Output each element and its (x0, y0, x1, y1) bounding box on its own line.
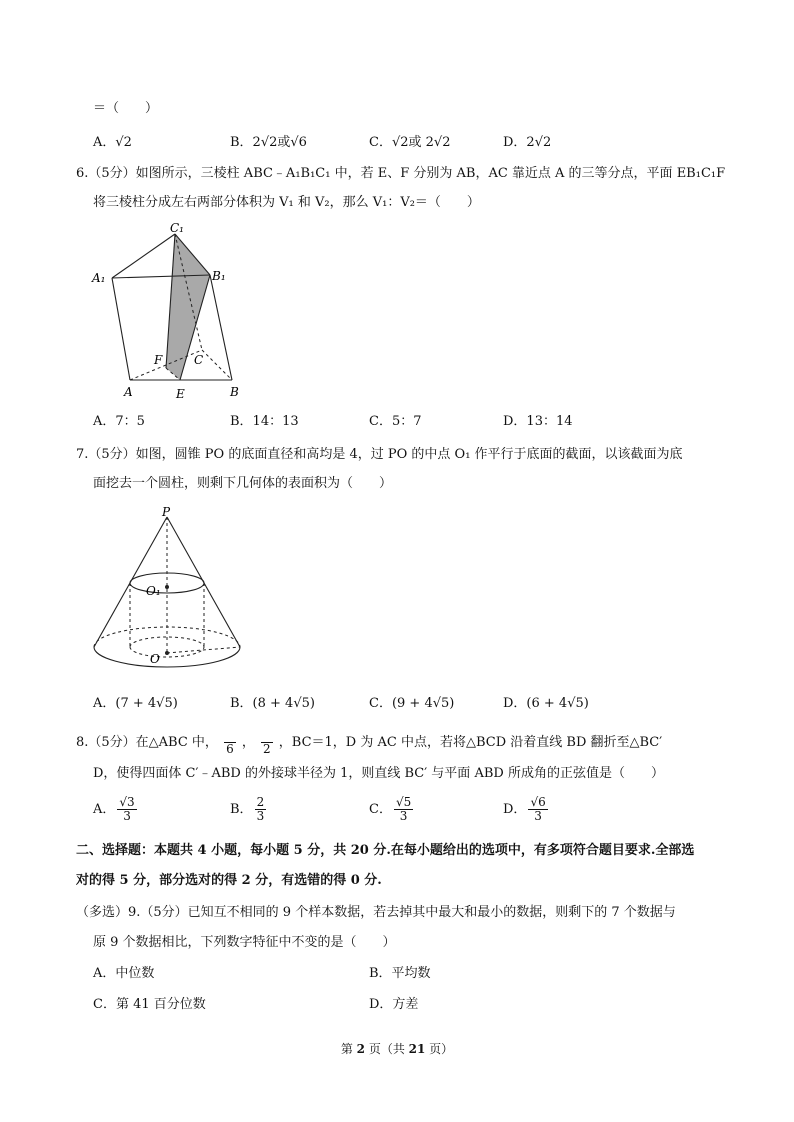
cone-figure (88, 505, 258, 685)
q8-option-b-numerator: 2 (256, 795, 265, 809)
label-f: F (154, 353, 163, 367)
footer-page-number: 2 (356, 1042, 365, 1056)
label-o1: O₁ (146, 584, 161, 598)
page-footer (0, 1040, 794, 1057)
q8-fraction-2-denominator: 2 (263, 742, 271, 756)
label-p: P (162, 505, 171, 519)
q8-option-b-denominator: 3 (256, 809, 265, 823)
q8-option-a-numerator: √3 (119, 795, 135, 809)
section2-heading-line1: 二、选择题：本题共 4 小题，每小题 5 分，共 20 分.在每小题给出的选项中，有多项符合题目要求.全部选 (76, 843, 695, 858)
q7-option-a: A．(7 + 4√5) (93, 696, 178, 711)
q8-fraction-1 (224, 729, 236, 756)
q9-option-c: C．第 41 百分位数 (93, 997, 206, 1012)
q8-fraction-2-numerator (261, 729, 273, 743)
q7-stem-line1: 7.（5分）如图，圆锥 PO 的底面直径和高均是 4，过 PO 的中点 O₁ 作平行于底面的截面，以该截面为底 (76, 447, 683, 462)
q8-stem-part-b: ， (241, 735, 255, 750)
q7-stem-line2: 面挖去一个圆柱，则剩下几何体的表面积为（ ） (93, 476, 393, 491)
q8-option-d-numerator: √6 (530, 795, 546, 809)
q5-option-d: D．2√2 (503, 135, 552, 150)
q8-option-d-fraction (528, 796, 547, 823)
q8-option-a-denominator: 3 (123, 809, 131, 823)
section2-heading-line2: 对的得 5 分，部分选对的得 2 分，有选错的得 0 分. (76, 873, 382, 888)
q5-stem-tail: ＝（ ） (93, 101, 159, 116)
footer-middle: 页（共 (365, 1042, 409, 1056)
label-e: E (176, 387, 185, 401)
label-c1: C₁ (170, 222, 184, 235)
q8-fraction-1-numerator (224, 729, 236, 743)
q6-option-b: B．14：13 (230, 414, 299, 429)
label-a1: A₁ (92, 271, 106, 285)
q8-option-d-letter: D． (503, 802, 527, 817)
q7-option-d: D．(6 + 4√5) (503, 696, 589, 711)
q5-option-a: A．√2 (93, 135, 132, 150)
q6-option-c: C．5：7 (369, 414, 422, 429)
label-a: A (124, 385, 133, 399)
label-o: O (150, 652, 160, 666)
q8-stem-part-a: 8.（5分）在△ABC 中， (76, 735, 218, 750)
q5-option-c: C．√2或 2√2 (369, 135, 451, 150)
q7-option-c: C．(9 + 4√5) (369, 696, 455, 711)
point-o (165, 651, 169, 655)
q8-stem-part-c: ，BC＝1，D 为 AC 中点，若将△BCD 沿着直线 BD 翻折至△BC′ (278, 735, 663, 750)
q6-stem-line1: 6.（5分）如图所示，三棱柱 ABC﹣A₁B₁C₁ 中，若 E、F 分别为 AB，AC 靠近点 A 的三等分点，平面 EB₁C₁F (76, 166, 726, 181)
q8-option-a-letter: A． (93, 802, 116, 817)
q8-fraction-2 (261, 729, 273, 756)
q8-stem-line1 (76, 729, 662, 756)
q8-option-a (93, 796, 139, 823)
q9-option-d: D．方差 (369, 997, 419, 1012)
q8-option-c (369, 796, 415, 823)
prism-figure (88, 222, 258, 402)
q8-option-c-numerator: √5 (395, 795, 412, 809)
q8-option-b-fraction (255, 796, 267, 823)
q8-option-a-fraction (117, 796, 136, 823)
q8-option-d-denominator: 3 (534, 809, 542, 823)
q9-stem-line1: （多选）9.（5分）已知互不相同的 9 个样本数据，若去掉其中最大和最小的数据，则剩下的 7 个数据与 (76, 905, 676, 920)
q9-option-a: A．中位数 (93, 966, 155, 981)
label-b: B (230, 385, 239, 399)
point-o1 (165, 585, 169, 589)
q6-stem-line2: 将三棱柱分成左右两部分体积为 V₁ 和 V₂，那么 V₁：V₂＝（ ） (93, 195, 480, 210)
q9-option-b: B．平均数 (369, 966, 431, 981)
q8-option-d (503, 796, 550, 823)
label-b1: B₁ (212, 269, 226, 283)
q8-stem-line2: D，使得四面体 C′﹣ABD 的外接球半径为 1，则直线 BC′ 与平面 ABD 所成角的正弦值是（ ） (93, 766, 664, 781)
prism-shaded-section (166, 234, 210, 380)
q8-option-c-letter: C． (369, 802, 392, 817)
q9-stem-line2: 原 9 个数据相比，下列数字特征中不变的是（ ） (93, 935, 396, 950)
q6-option-d: D．13：14 (503, 414, 573, 429)
q8-option-b (230, 796, 268, 823)
footer-total-pages: 21 (408, 1042, 426, 1056)
q8-option-c-fraction (394, 796, 413, 823)
q7-option-b: B．(8 + 4√5) (230, 696, 315, 711)
footer-suffix: 页） (425, 1042, 454, 1056)
q8-option-c-denominator: 3 (399, 809, 408, 823)
q5-option-b: B．2√2或√6 (230, 135, 307, 150)
q8-fraction-1-denominator: 6 (226, 742, 234, 756)
q6-option-a: A．7：5 (93, 414, 145, 429)
q8-option-b-letter: B． (230, 802, 253, 817)
footer-prefix: 第 (340, 1042, 357, 1056)
label-c: C (194, 353, 204, 367)
